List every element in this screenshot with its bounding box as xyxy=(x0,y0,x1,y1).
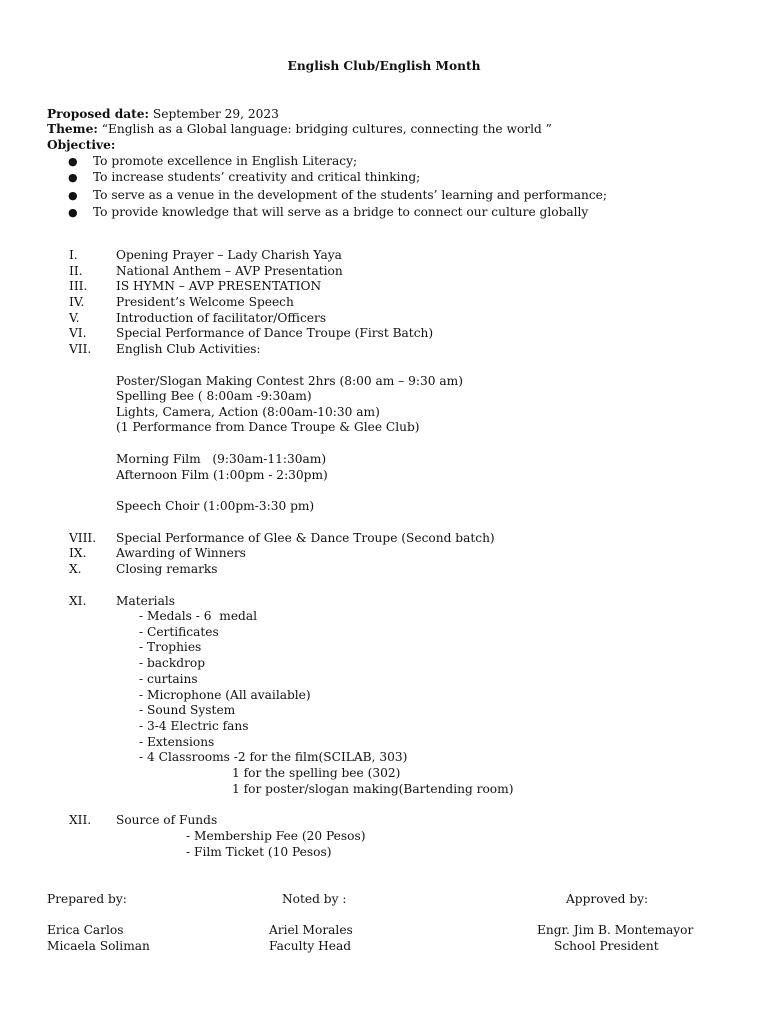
material-item: - Sound System xyxy=(139,703,236,717)
proposed-date-value: September 29, 2023 xyxy=(152,107,279,121)
approver-name: Engr. Jim B. Montemayor xyxy=(537,923,694,937)
preparer-name: Micaela Soliman xyxy=(47,939,150,953)
material-item: - curtains xyxy=(139,672,198,686)
activity-item: Spelling Bee ( 8:00am -9:30am) xyxy=(116,389,312,403)
fund-item: - Membership Fee (20 Pesos) xyxy=(186,829,366,843)
material-item: - 4 Classrooms -2 for the film(SCILAB, 303) xyxy=(139,750,408,764)
theme-line xyxy=(47,122,552,137)
material-item: - 3-4 Electric fans xyxy=(139,719,249,733)
bullet-icon: ● xyxy=(68,171,78,184)
noted-by-label: Noted by : xyxy=(282,892,347,906)
fund-item: - Film Ticket (10 Pesos) xyxy=(186,845,332,859)
material-subitem: 1 for poster/slogan making(Bartending room) xyxy=(232,782,514,796)
material-item: - Microphone (All available) xyxy=(139,688,311,702)
activity-item: Morning Film (9:30am-11:30am) xyxy=(116,452,327,466)
objective-label: Objective: xyxy=(47,138,116,152)
proposed-date-line xyxy=(47,107,279,122)
activity-item: Poster/Slogan Making Contest 2hrs (8:00 am – 9:30 am) xyxy=(116,374,463,388)
proposed-date-label: Proposed date: xyxy=(47,107,150,121)
activity-item: (1 Performance from Dance Troupe & Glee Club) xyxy=(116,420,420,434)
bullet-icon: ● xyxy=(68,155,78,168)
theme-label: Theme: xyxy=(47,122,98,136)
material-item: - Certificates xyxy=(139,625,219,639)
page-title: English Club/English Month xyxy=(287,59,481,73)
material-item: - Medals - 6 medal xyxy=(139,609,258,623)
theme-value: “English as a Global language: bridging cultures, connecting the world ” xyxy=(101,122,552,136)
activity-item: Afternoon Film (1:00pm - 2:30pm) xyxy=(116,468,328,482)
material-item: - backdrop xyxy=(139,656,206,670)
approved-by-label: Approved by: xyxy=(566,892,649,906)
prepared-by-label: Prepared by: xyxy=(47,892,127,906)
activity-item: Speech Choir (1:00pm-3:30 pm) xyxy=(116,499,315,513)
preparer-name: Erica Carlos xyxy=(47,923,124,937)
material-subitem: 1 for the spelling bee (302) xyxy=(232,766,401,780)
noter-name: Ariel Morales xyxy=(269,923,353,937)
material-item: - Extensions xyxy=(139,735,215,749)
material-item: - Trophies xyxy=(139,640,202,654)
activity-item: Lights, Camera, Action (8:00am-10:30 am) xyxy=(116,405,380,419)
bullet-icon: ● xyxy=(68,206,78,219)
bullet-icon: ● xyxy=(68,189,78,202)
noter-role: Faculty Head xyxy=(269,939,352,953)
approver-role: School President xyxy=(554,939,659,953)
